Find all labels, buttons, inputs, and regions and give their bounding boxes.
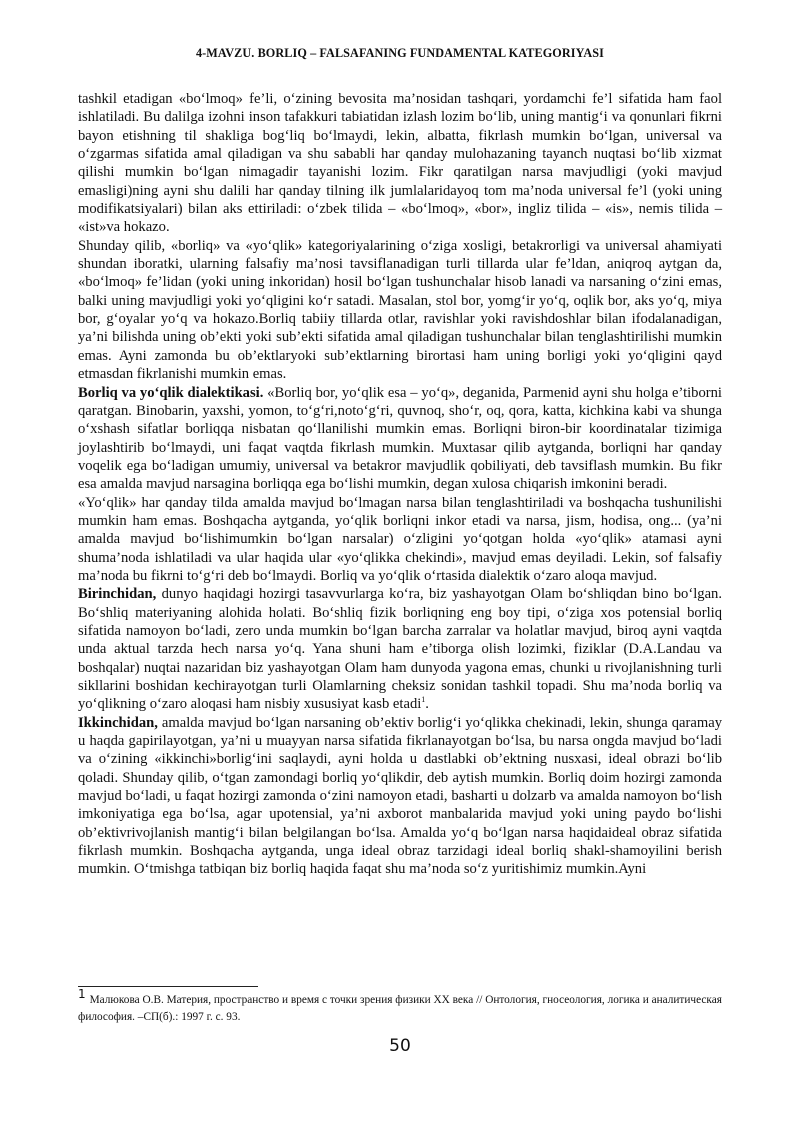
paragraph-6 [78,714,722,879]
paragraph-lead: Borliq va yo‘qlik dialektikasi. [78,384,264,401]
footnote-text: Малюкова О.В. Материя, пространство и время с точки зрения физики XX века // Онтология, гносеология, логика и аналитическая философия. –СП(б).: 1997 г. с. 93. [78,994,722,1023]
paragraph-lead: Ikkinchidan, [78,714,158,731]
paragraph-2 [78,237,722,384]
paragraph-lead: Birinchidan, [78,586,157,603]
paragraph-3 [78,384,722,494]
paragraph-4 [78,494,722,586]
footnote-divider [78,986,258,987]
footnote-reference[interactable]: 1 [421,695,426,705]
paragraph-end-period: . [425,696,429,713]
page-number: 50 [389,1036,411,1056]
paragraph-text: amalda mavjud bo‘lgan narsaning ob’ektiv borlig‘i yo‘qlikka chekinadi, lekin, shunga qaramay u haqda gapirilayotgan, ya’ni u muayyan narsa sifatida fikrlanayotgan bo‘lsa, bu narsa ongda mavjud bo‘ladi va o‘zining «ikkinchi»borlig‘ini saqlaydi, ayni holda u dastlabki ob’ektning nusxasi, ideal obrazi bo‘lib qoladi. Shunday qilib, o‘tgan zamondagi borliq yo‘qlikdir, deb aytish mumkin. Borliq doim hozirgi zamonda mavjud bo‘ladi, u faqat hozirgi zamonda o‘zini namoyon etadi, basharti u dolzarb va amalda namoyon bo‘lish imkoniyatiga ega bo‘lsa, agar upotensial, ya’ni axborot manbalarida mavjud yoki uning paydo bo‘lishi ob’ektivrivojlanish mantig‘i bilan belgilangan bo‘lsa. Amalda yo‘q bo‘lgan narsa haqidaideal obraz sifatida fikrlash mumkin. Boshqacha aytganda, unga ideal obraz tarzidagi ideal borliq shakl-shamoyilini berish mumkin. O‘tmishga tatbiqan biz borliq haqida faqat shu ma’noda so‘z yuritishimiz mumkin.Ayni [78,714,722,878]
paragraph-1 [78,90,722,237]
running-header: 4-MAVZU. BORLIQ – FALSAFANING FUNDAMENTAL KATEGORIYASI [195,46,605,60]
paragraph-text: «Yo‘qlik» har qanday tilda amalda mavjud bo‘lmagan narsa bilan tenglashtiriladi va boshqacha tushunilishi mumkin ham emas. Boshqacha aytganda, yo‘qlik borliqni inkor etadi va narsa, jism, hodisa, ong... (ya’ni amalda mavjud bo‘lishimumkin bo‘lgan narsalar) o‘zligini yo‘qotgan holda «yo‘qlik» atamasi ayni shuma’noda ishlatiladi va ular haqida ular «yo‘qlikka chekindi», mavjud emas deyiladi. Lekin, sof falsafiy ma’noda bu fikrni to‘g‘ri deb bo‘lmaydi. Borliq va yo‘qlik o‘rtasida dialektik o‘zaro aloqa mavjud. [78,494,722,584]
body-text [78,90,722,879]
paragraph-text: «Borliq bor, yo‘qlik esa – yo‘q», deganida, Parmenid ayni shu holga e’tiborni qaratgan. Binobarin, yaxshi, yomon, to‘g‘ri,noto‘g‘ri, quvnoq, sho‘r, oq, qora, katta, kichkina kabi va shunga o‘xshash sifatlar borliqqa nisbatan qo‘llanilishi mumkin emas. Borliqni biron-bir koordinatalar tizimiga joylashtirib bo‘lmaydi, uni faqat vaqtda fikrlash mumkin. Muxtasar qilib aytganda, borliqni har qanday voqelik ega bo‘ladigan umumiy, universal va betakror mavjudlik qobiliyati, deb tavsiflash mumkin. Bu fikr esa amalda mavjud narsagina borliqqa ega bo‘lishi mumkin, degan xulosa chiqarish imkonini beradi. [78,384,722,493]
paragraph-text: tashkil etadigan «bo‘lmoq» fe’li, o‘zining bevosita ma’nosidan tashqari, yordamchi fe’l sifatida ham faol ishlatiladi. Bu dalilga izohni inson tafakkuri tabiatidan izlash lozim bo‘lib, uning mantig‘i va qonunlari fikrni bayon etishning til shakliga bog‘liq bo‘lmaydi, lekin, albatta, fikrlash mumkin bo‘lgan, universal va o‘zgarmas sifatida amal qiladigan va shu sababli har qanday mulohazaning tayanch nuqtasi bo‘lib xizmat qilishi mumkin bo‘lgan nimagadir tayanishi lozim. Fikr qaratilgan narsa mavjudligi (yoki mavjud emasligi)ning ayni shu dalili har qanday tilning ilk jumlalaridayoq tom ma’noda universal fe’l (yoki uning modifikatsiyalari) bilan aks ettiriladi: o‘zbek tilida – «bo‘lmoq», «bor», ingliz tilida – «is», nemis tilida – «ist»va hokazo. [78,91,722,236]
footnote-mark: 1 [78,987,86,1002]
paragraph-text: dunyo haqidagi hozirgi tasavvurlarga ko‘ra, biz yashayotgan Olam bo‘shliqdan bino bo‘lgan. Bo‘shliq materiyaning alohida holati. Bo‘shliq fizik borliqning eng boy tipi, o‘ziga xos potensial borliq sifatida namoyon bo‘ladi, zero unda mumkin bo‘lgan barcha zarralar va holatlar mavjud, biroq ayni vaqtda unda aktual tarzda hech narsa yo‘q. Yana shuni ham e’tiborga olish lozimki, fiziklar (D.A.Landau va boshqalar) nuqtai nazaridan biz yashayotgan Olam ham dunyoda yagona emas, chunki u rivojlanishning turli sikllarini boshidan kechirayotgan turli Olamlarning cheksiz sonidan tashkil topadi. Shu ma’noda borliq va yo‘qlikning o‘zaro aloqasi ham nisbiy xususiyat kasb etadi [78,586,722,713]
paragraph-text: Shunday qilib, «borliq» va «yo‘qlik» kategoriyalarining o‘ziga xosligi, betakrorligi va universal ahamiyati shundan iboratki, ularning falsafiy ma’nosi tavsiflanadigan turli tillarda ular fe’ldan, aniqroq aytgan da, «bo‘lmoq» fe’lidan (yoki uning inkoridan) hosil bo‘lgan tushunchalar hisob lanadi va narsaning o‘zini emas, balki uning mavjudligi yoki yo‘qligini ko‘r satadi. Masalan, stol bor, yomg‘ir yo‘q, oqlik bor, aks yo‘q, miya bor, g‘oyalar yo‘q va hokazo.Borliq tabiiy tillarda otlar, ravishlar yoki ravishdoshlar bilan ifodalanadigan, ya’ni bilishda uning ob’ekti yoki sub’ekti sifatida amal qiladigan tushunchalar bilan tenglashtirilishi mumkin emas. Ayni zamonda bu ob’ektlaryoki sub’ektlarning birortasi ham uning borligi yoki yo‘qligini qayd etmasdan fikrlanishi mumkin emas. [78,237,722,383]
footnote [78,987,722,1026]
paragraph-5 [78,585,722,713]
